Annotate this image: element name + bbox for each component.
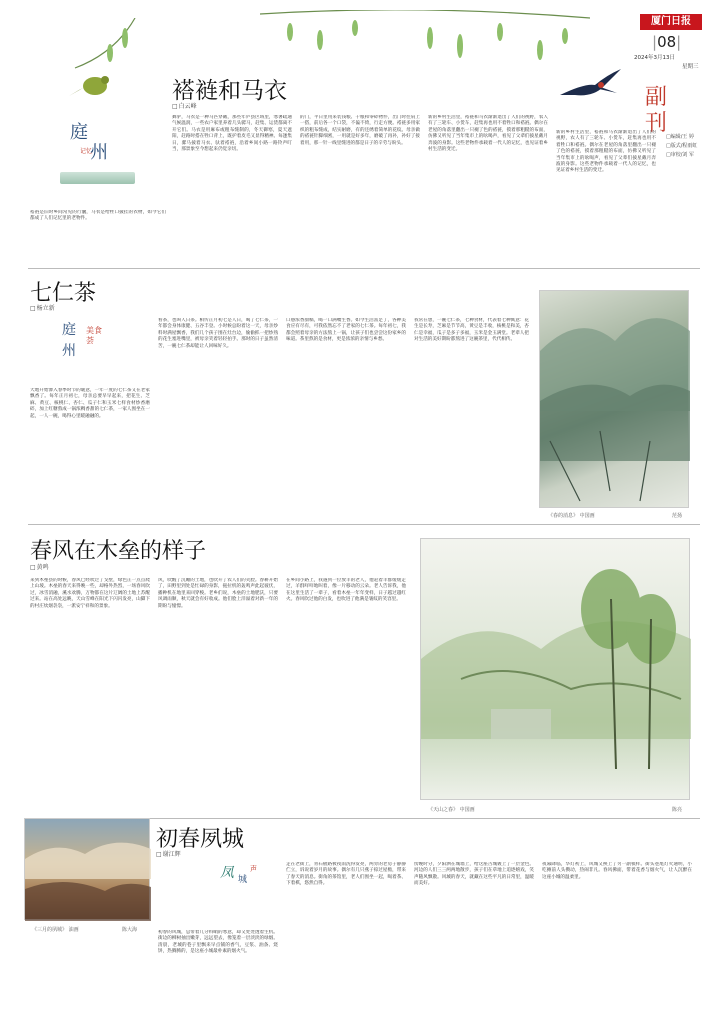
badge-landscape bbox=[60, 172, 135, 184]
badge-char: 州 bbox=[62, 343, 76, 359]
badge-char: 庭 bbox=[70, 122, 88, 143]
article-column: 大地开始渗入春季时节的暖意，一年一度的七仁茶又在老家飘香了。每年正月初七，母亲总要早早起来，把花生、芝麻、黄豆、核桃仁、杏仁、瓜子仁和玉米七样食材炒香磨碎，加上红糖熬成一锅浓稠香甜的七仁茶，一家人围坐在一起，一人一碗，喝得心里暖融融的。 bbox=[30, 388, 150, 419]
article-column: 舞驴，马衣是一种马匹穿戴，那些年庐县区域里，寒署疏通气候温润，一些农户家里养着几头骡马，赶集、运货都离不开它们。马衣是用麻布或粗布缝制的，冬天御寒，夏天遮阳，赶路时搭在牲口背上，既护着皮毛又显得精神。每逢集日，骡马披着马衣、驮着褡裢，沿着乡间小路一路铃声叮当，那景象至今想起来仍觉亲切。 bbox=[172, 115, 292, 153]
badge-subtitle: 记忆 bbox=[80, 148, 93, 155]
badge-char: 州 bbox=[90, 142, 108, 163]
painting-caption: 《三月的夙城》 油画 bbox=[32, 927, 79, 933]
article-title: 春风在木垒的样子 bbox=[30, 539, 207, 564]
page-number: |08| bbox=[652, 33, 682, 51]
section-title: 副刊 bbox=[645, 85, 668, 136]
article-byline: □ 杨立新 bbox=[30, 303, 55, 312]
painting-tianshan-spring bbox=[420, 538, 690, 800]
article-title: 七仁茶 bbox=[30, 281, 97, 306]
badge-char: 凤 bbox=[220, 865, 234, 881]
issue-date: 2024年3月13日 bbox=[634, 55, 675, 61]
column-badge-meishi bbox=[62, 322, 132, 372]
section-divider bbox=[28, 268, 700, 269]
article-column: 走在老街上，青石板路被夜雨洗得发亮，两旁的老房子静静伫立，诉说着岁月的故事。偶尔有几只燕子掠过屋檐，带来了春天的消息。街角的茶馆里，老人们围坐一起，喝着茶、下着棋，悠然自得。 bbox=[286, 862, 406, 887]
painting-caption: 《天山之春》 中国画 bbox=[428, 807, 475, 813]
bird-branch-illustration bbox=[65, 18, 150, 108]
issue-weekday: 星期三 bbox=[682, 64, 699, 70]
column-badge-fengcheng bbox=[220, 862, 280, 902]
article-byline: □ 白云峰 bbox=[172, 101, 197, 110]
painting-caption: 《春的消息》 中国画 bbox=[548, 513, 595, 519]
editor-line: □版式/程雨虹 bbox=[666, 143, 698, 149]
article-column: 我常在想，一碗七仁茶，七种食材，代表着七种寓意：花生是长寿，芝麻是节节高，黄豆是丰收，核桃是和美，杏仁是幸福，瓜子是多子多福，玉米是金玉满堂。老辈人把对生活的美好期盼都熬进了这碗茶里，代代相传。 bbox=[414, 318, 529, 343]
badge-char: 庭 bbox=[62, 322, 76, 338]
article-column: 夜幕降临，华灯初上，风城又换上了另一副模样。街头巷尾灯火通明，小吃摊前人头攒动，热闹非凡。春风拂面，带着花香与烟火气，让人沉醉在这座小城的温柔里。 bbox=[542, 862, 692, 880]
article-column: 傍晚时分，夕阳洒在城墙上，给这座古城镀上了一层金色。河边的人们三三两两地散步，孩子们在草地上追逐嬉戏，笑声随风飘散。风城的春天，就藏在这些平凡的日常里，温暖而美好。 bbox=[414, 862, 534, 887]
editor-line: □编辑/王 婷 bbox=[666, 134, 694, 140]
painting-march-city bbox=[24, 818, 150, 920]
column-badge-tingzhou bbox=[60, 118, 135, 188]
editor-line: □审校/刘 军 bbox=[666, 152, 694, 158]
editors bbox=[666, 133, 697, 160]
article-column: 新的乡村生活里，褡裢和马衣渐渐退出了人们的视野，农人有了三轮车、小货车，赶集再也用不着牲口和褡裢。偶尔在老屋的角落里翻出一只褪了色的褡裢，摸着那粗糙的布面，仿佛又听见了当年集市上的吆喝声，看见了父辈们披星戴月奔波的身影。这些老物件承载着一代人的记忆，也见证着乡村生活的变迁。 bbox=[428, 115, 548, 153]
painting-spring-news bbox=[539, 290, 689, 508]
section-divider bbox=[28, 524, 700, 525]
article-title: 褡裢和马衣 bbox=[172, 78, 287, 104]
article-byline: □ 黄鸣 bbox=[30, 562, 49, 571]
article-lead: 褡裢是旧时乡间常见的行囊，马衣是给牲口披挂的衣物，如今它们都成了人们记忆里的老物件。 bbox=[30, 210, 166, 222]
article-column: 口感浓香甜糯，喝一口满嘴生香。如今生活富足了，各种美食应有尽有，可我依然忘不了老家的七仁茶。每年初七，我都会照着母亲的方法熬上一锅，让孩子们也尝尝这份家乡的味道。茶里熬的是食材，更是浓浓的亲情与乡愁。 bbox=[286, 318, 406, 343]
article-column: 来到木垒县的时候，春风已经吹过了戈壁，绿色正一点点爬上山坡。木垒的春天来得晚一些，却格外热烈，一场春风吹过，冰雪消融，溪水欢腾，万物都在这片辽阔的土地上苏醒过来。站在高处远眺，天山雪峰在阳光下闪闪发亮，山脚下的村庄炊烟袅袅，一派安宁祥和的景象。 bbox=[30, 578, 150, 609]
badge-subtitle: 美食荟 bbox=[86, 326, 102, 345]
article-byline: □ 谢江辉 bbox=[156, 849, 181, 858]
badge-char: 城 bbox=[238, 875, 248, 885]
painting-artist: 范扬 bbox=[672, 513, 683, 519]
badge-char: 声 bbox=[250, 865, 257, 873]
painting-artist: 陈亮 bbox=[672, 807, 683, 813]
article-column: 新的乡村生活里，褡裢和马衣渐渐退出了人们的视野，农人有了三轮车、小货车，赶集再也用不着牲口和褡裢。偶尔在老屋的角落里翻出一只褪了色的褡裢，摸着那粗糙的布面，仿佛又听见了当年集市上的吆喝声，看见了父辈们披星戴月奔波的身影。这些老物件承载着一代人的记忆，也见证着乡村生活的变迁。 bbox=[556, 130, 656, 174]
swallow-illustration bbox=[555, 65, 625, 105]
willow-decoration bbox=[260, 10, 590, 70]
article-column: 初春的风城，总带着几分料峭的寒意，却又处处透着生机。街边的柳树抽出嫩芽，远远望去，像笼着一层淡淡的绿烟。清晨，老城的巷子里飘来早点铺的香气，豆浆、油条、烧饼，热腾腾的，是这座小城最朴素的烟火气。 bbox=[158, 930, 278, 955]
painting-artist: 陈大海 bbox=[122, 927, 138, 933]
article-title: 初春夙城 bbox=[156, 827, 245, 852]
masthead-logo: 厦门日报 bbox=[640, 14, 702, 30]
article-column: 的门，平日里用来装钱粮、干粮和零碎物件，出门时往肩上一搭，前后各一个口袋，不偏不倚，行走方便。褡裢多用家织的粗布缝成，结实耐磨，有的还绣着简单的花纹。母亲做的褡裢针脚细密，一用就是好多年，磨破了再补，补好了接着用，那一针一线里缝进的都是日子的辛劳与盼头。 bbox=[300, 115, 420, 146]
article-column: 风，吹醒了沉睡的土地，也吹开了农人们的笑脸。春耕开始了，田野里到处是忙碌的身影，拖拉机的轰鸣声此起彼伏，播种机在地里来回穿梭。老乡们说，木垒的土地肥沃，只要风调雨顺，秋天就会有好收成。他们脸上洋溢着对新一年的期盼与憧憬。 bbox=[158, 578, 278, 609]
article-column: 看茶，也叫人日茶。相传正月初七是人日，喝了七仁茶，一年都会身体康健、五谷丰登。小时候总盼着这一天，母亲炒料时满屋飘香，我们几个孩子围在灶台边，偷偷抓一把炒熟的花生塞进嘴里，被母亲笑着轻轻拍手。那时的日子虽然清苦，一碗七仁茶却能让人回味好久。 bbox=[158, 318, 278, 349]
article-column: 在乡间小路上，我遇到一位放羊的老人，他赶着羊群缓缓走过，羊群咩咩地叫着，像一片移动的云朵。老人告诉我，他在这里生活了一辈子，看着木垒一年年变样，日子越过越红火。春风吹过他的白发，也吹进了他满是皱纹的笑容里。 bbox=[286, 578, 406, 603]
